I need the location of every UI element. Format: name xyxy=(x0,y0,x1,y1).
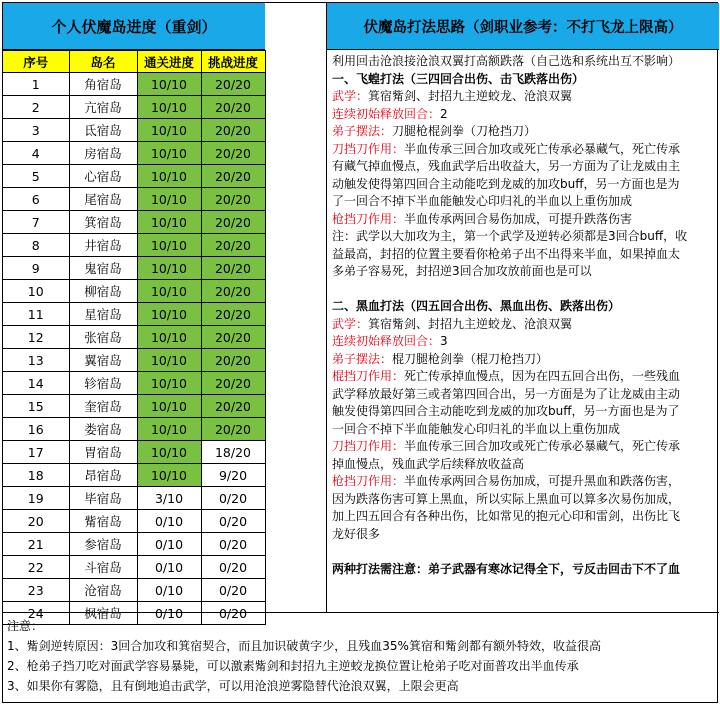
table-row xyxy=(3,441,265,464)
progress-panel xyxy=(3,3,265,625)
row-no: 5 xyxy=(3,165,69,188)
row-no: 10 xyxy=(3,280,69,303)
table-row xyxy=(3,349,265,372)
table-row xyxy=(3,326,265,349)
row-island-name: 轸宿岛 xyxy=(69,372,137,395)
row-no: 8 xyxy=(3,234,69,257)
row-no: 6 xyxy=(3,188,69,211)
s2-gun-line3: 触发使得第四回合主动能吃到龙威的加攻buff，另一方面也是为了 xyxy=(332,404,680,418)
row-challenge-progress: 0/20 xyxy=(201,510,265,533)
row-no: 1 xyxy=(3,73,69,96)
spacer xyxy=(332,543,715,561)
s1-wuxue-label: 武学： xyxy=(332,89,369,103)
row-island-name: 心宿岛 xyxy=(69,165,137,188)
s2-round-value: 3 xyxy=(440,334,448,348)
s1-note-line3: 多弟子容易死，封招逆3回合加攻放前面也是可以 xyxy=(332,264,592,278)
row-island-name: 张宿岛 xyxy=(69,326,137,349)
s2-round-label: 连续初始释放回合： xyxy=(332,334,441,348)
s1-dao-line4: 了一回合不掉下半血能触发心印归礼的半血以上重伤加成 xyxy=(332,194,633,208)
table-row xyxy=(3,73,265,96)
row-no: 23 xyxy=(3,579,69,602)
s2-qiang-line xyxy=(332,473,715,491)
s2-qiang-line3: 加上四五回合有各种出伤，比如常见的抱元心印和雷剑，出伤比飞 xyxy=(332,509,681,523)
row-no: 9 xyxy=(3,257,69,280)
table-row xyxy=(3,96,265,119)
s2-qiang-label: 枪挡刀作用： xyxy=(332,474,405,488)
row-no: 2 xyxy=(3,96,69,119)
row-clear-progress: 10/10 xyxy=(137,464,201,487)
s1-dizi-value: 刀腿枪棍剑拳（刀枪挡刀） xyxy=(392,124,537,138)
row-island-name: 翼宿岛 xyxy=(69,349,137,372)
s2-round-line xyxy=(332,333,715,351)
row-clear-progress: 0/10 xyxy=(137,556,201,579)
s1-dao-line2: 有藏气掉血慢点，残血武学后出收益大，另一方面为了让龙威由主 xyxy=(332,159,681,173)
table-row xyxy=(3,165,265,188)
s2-dao-line xyxy=(332,438,715,456)
table-row xyxy=(3,510,265,533)
s2-qiang-line2: 因为跌落伤害可算上黑血，所以实际上黑血可以算多次易伤加成， xyxy=(332,491,681,506)
row-clear-progress: 0/10 xyxy=(137,510,201,533)
section1-heading: 一、飞蝗打法（三四回合出伤、击飞跌落出伤） xyxy=(332,71,585,86)
s2-wuxue-label: 武学： xyxy=(332,316,369,331)
row-no: 18 xyxy=(3,464,69,487)
table-row xyxy=(3,372,265,395)
table-row xyxy=(3,303,265,326)
notes-title: 注意： xyxy=(7,619,44,633)
row-challenge-progress: 20/20 xyxy=(201,372,265,395)
s1-note-line1: 注：武学以大加攻为主，第一个武学及逆转必须都是3回合buff，收 xyxy=(332,229,688,243)
row-challenge-progress: 20/20 xyxy=(201,165,265,188)
row-island-name: 斗宿岛 xyxy=(69,556,137,579)
s2-dao-text: 半血传承三回合加攻或死亡传承必暴藏气，死亡传承 xyxy=(404,439,681,453)
strategy-panel xyxy=(327,3,719,612)
row-challenge-progress: 18/20 xyxy=(201,441,265,464)
notes-divider xyxy=(3,612,719,613)
table-row xyxy=(3,556,265,579)
row-clear-progress: 0/10 xyxy=(137,579,201,602)
row-challenge-progress: 20/20 xyxy=(201,418,265,441)
table-row xyxy=(3,464,265,487)
row-no: 13 xyxy=(3,349,69,372)
row-challenge-progress: 20/20 xyxy=(201,395,265,418)
row-clear-progress: 3/10 xyxy=(137,487,201,510)
s1-wuxue-value: 箕宿觜剑、封招九主逆蛟龙、沧浪双翼 xyxy=(368,89,573,103)
row-challenge-progress: 20/20 xyxy=(201,257,265,280)
table-header-row xyxy=(3,51,265,73)
header-no: 序号 xyxy=(3,51,69,73)
table-row xyxy=(3,234,265,257)
row-challenge-progress: 9/20 xyxy=(201,464,265,487)
spreadsheet xyxy=(2,2,718,703)
final-note: 两种打法需注意：弟子武器有寒冰记得全下，亏反击回击下不了血 xyxy=(332,561,681,576)
progress-table xyxy=(3,50,266,625)
row-no: 16 xyxy=(3,418,69,441)
row-island-name: 娄宿岛 xyxy=(69,418,137,441)
row-clear-progress: 10/10 xyxy=(137,326,201,349)
row-clear-progress: 10/10 xyxy=(137,257,201,280)
s1-wuxue-line xyxy=(332,88,715,106)
row-island-name: 柳宿岛 xyxy=(69,280,137,303)
row-clear-progress: 10/10 xyxy=(137,165,201,188)
s2-gun-line4: 一回合不掉下半血能触发心印归礼的半血以上重伤加成 xyxy=(332,421,621,436)
table-row xyxy=(3,280,265,303)
table-row xyxy=(3,142,265,165)
row-challenge-progress: 20/20 xyxy=(201,280,265,303)
s1-dizi-line xyxy=(332,123,715,141)
row-island-name: 觜宿岛 xyxy=(69,510,137,533)
row-challenge-progress: 20/20 xyxy=(201,96,265,119)
row-clear-progress: 10/10 xyxy=(137,96,201,119)
progress-table-body xyxy=(3,73,265,625)
row-no: 7 xyxy=(3,211,69,234)
row-challenge-progress: 20/20 xyxy=(201,142,265,165)
note-2: 2、枪弟子挡刀吃对面武学容易暴毙，可以激素觜剑和封招九主逆蛟龙换位置让枪弟子吃对面普攻出半血传承 xyxy=(7,659,579,673)
row-clear-progress: 0/10 xyxy=(137,602,201,625)
row-island-name: 参宿岛 xyxy=(69,533,137,556)
s2-qiang-line4: 龙好很多 xyxy=(332,526,381,541)
row-clear-progress: 10/10 xyxy=(137,441,201,464)
row-island-name: 氐宿岛 xyxy=(69,119,137,142)
row-no: 11 xyxy=(3,303,69,326)
s1-round-line xyxy=(332,106,715,124)
table-row xyxy=(3,418,265,441)
s1-note-line2: 益最高，封招的位置主要看你枪弟子出不出得来半血，如果掉血太 xyxy=(332,246,681,261)
s2-wuxue-value: 箕宿觜剑、封招九主逆蛟龙、沧浪双翼 xyxy=(368,316,573,331)
row-island-name: 奎宿岛 xyxy=(69,395,137,418)
blank-column xyxy=(265,3,327,612)
row-clear-progress: 10/10 xyxy=(137,349,201,372)
row-no: 20 xyxy=(3,510,69,533)
row-island-name: 枫宿岛 xyxy=(69,602,137,625)
row-no: 24 xyxy=(3,602,69,625)
row-island-name: 昂宿岛 xyxy=(69,464,137,487)
note-3: 3、如果你有雾隐，且有倒地追击武学，可以用沧浪逆雾隐替代沧浪双翼，上限会更高 xyxy=(7,679,459,693)
table-row xyxy=(3,533,265,556)
row-challenge-progress: 20/20 xyxy=(201,303,265,326)
row-challenge-progress: 20/20 xyxy=(201,326,265,349)
row-island-name: 箕宿岛 xyxy=(69,211,137,234)
row-no: 17 xyxy=(3,441,69,464)
spacer xyxy=(332,281,715,299)
table-row xyxy=(3,487,265,510)
table-row xyxy=(3,579,265,602)
row-island-name: 井宿岛 xyxy=(69,234,137,257)
row-clear-progress: 10/10 xyxy=(137,211,201,234)
row-challenge-progress: 20/20 xyxy=(201,211,265,234)
row-challenge-progress: 20/20 xyxy=(201,188,265,211)
row-island-name: 角宿岛 xyxy=(69,73,137,96)
table-row xyxy=(3,211,265,234)
row-challenge-progress: 20/20 xyxy=(201,234,265,257)
row-island-name: 胃宿岛 xyxy=(69,441,137,464)
row-clear-progress: 10/10 xyxy=(137,119,201,142)
row-challenge-progress: 20/20 xyxy=(201,73,265,96)
row-clear-progress: 10/10 xyxy=(137,280,201,303)
header-challenge: 挑战进度 xyxy=(201,51,265,73)
s2-wuxue-line xyxy=(332,316,715,334)
s2-gun-line xyxy=(332,368,715,386)
strategy-content xyxy=(327,50,719,578)
row-island-name: 星宿岛 xyxy=(69,303,137,326)
s1-round-label: 连续初始释放回合： xyxy=(332,106,441,121)
row-island-name: 尾宿岛 xyxy=(69,188,137,211)
row-clear-progress: 10/10 xyxy=(137,395,201,418)
intro-line: 利用回击沧浪接沧浪双翼打高额跌落（自己选和系统出互不影响） xyxy=(332,54,681,68)
s2-dizi-line xyxy=(332,351,715,369)
row-clear-progress: 10/10 xyxy=(137,418,201,441)
header-island: 岛名 xyxy=(69,51,137,73)
s2-gun-label: 棍挡刀作用： xyxy=(332,369,405,383)
row-no: 19 xyxy=(3,487,69,510)
table-row xyxy=(3,119,265,142)
row-clear-progress: 10/10 xyxy=(137,73,201,96)
s2-dao-line2: 掉血慢点，残血武学后续释放收益高 xyxy=(332,456,525,471)
row-island-name: 毕宿岛 xyxy=(69,487,137,510)
table-row xyxy=(3,257,265,280)
section2-heading: 二、黑血打法（四五回合出伤、黑血出伤、跌落出伤） xyxy=(332,299,621,313)
s1-dao-label: 刀挡刀作用： xyxy=(332,141,405,156)
strategy-title: 伏魔岛打法思路（剑职业参考：不打飞龙上限高） xyxy=(327,3,719,50)
s2-gun-line2: 武学释放最好第三或者第四回合出，另一方面是为了让龙威由主动 xyxy=(332,386,681,401)
row-no: 4 xyxy=(3,142,69,165)
row-clear-progress: 10/10 xyxy=(137,188,201,211)
row-no: 15 xyxy=(3,395,69,418)
s1-dizi-label: 弟子摆法： xyxy=(332,124,393,138)
row-challenge-progress: 0/20 xyxy=(201,487,265,510)
row-clear-progress: 10/10 xyxy=(137,303,201,326)
s2-qiang-text: 半血传承两回合易伤加成，可提升黑血和跌落伤害， xyxy=(404,474,681,488)
row-clear-progress: 10/10 xyxy=(137,372,201,395)
row-challenge-progress: 0/20 xyxy=(201,579,265,602)
table-row xyxy=(3,188,265,211)
row-challenge-progress: 20/20 xyxy=(201,119,265,142)
row-no: 3 xyxy=(3,119,69,142)
row-no: 14 xyxy=(3,372,69,395)
s1-round-value: 2 xyxy=(440,106,448,121)
s1-dao-line3: 动触发使得第四回合主动能吃到龙威的加攻buff，另一方面也是为 xyxy=(332,176,680,191)
header-clear: 通关进度 xyxy=(137,51,201,73)
row-island-name: 亢宿岛 xyxy=(69,96,137,119)
progress-title: 个人伏魔岛进度（重剑） xyxy=(3,3,265,50)
row-challenge-progress: 0/20 xyxy=(201,533,265,556)
s1-dao-line xyxy=(332,141,715,159)
note-1: 1、觜剑逆转原因：3回合加攻和箕宿契合，而且加识破黄字少，且残血35%箕宿和觜剑都有额外特效，收益很高 xyxy=(7,639,601,653)
s2-dizi-label: 弟子摆法： xyxy=(332,351,393,366)
row-clear-progress: 10/10 xyxy=(137,142,201,165)
s2-gun-text: 死亡传承掉血慢点，因为在四五回合出伤，一些残血 xyxy=(404,369,681,383)
row-island-name: 沧宿岛 xyxy=(69,579,137,602)
row-island-name: 鬼宿岛 xyxy=(69,257,137,280)
row-clear-progress: 0/10 xyxy=(137,533,201,556)
row-challenge-progress: 0/20 xyxy=(201,602,265,625)
row-no: 21 xyxy=(3,533,69,556)
row-clear-progress: 10/10 xyxy=(137,234,201,257)
table-row xyxy=(3,395,265,418)
s1-qiang-value: 半血传承两回合易伤加成，可提升跌落伤害 xyxy=(404,211,633,226)
row-challenge-progress: 0/20 xyxy=(201,556,265,579)
s1-qiang-line xyxy=(332,211,715,229)
s1-dao-text: 半血传承三回合加攻或死亡传承必暴藏气，死亡传承 xyxy=(404,141,681,156)
row-island-name: 房宿岛 xyxy=(69,142,137,165)
s1-qiang-label: 枪挡刀作用： xyxy=(332,211,405,226)
s2-dizi-value: 棍刀腿枪剑拳（棍刀枪挡刀） xyxy=(392,351,549,366)
row-challenge-progress: 20/20 xyxy=(201,349,265,372)
row-no: 22 xyxy=(3,556,69,579)
row-no: 12 xyxy=(3,326,69,349)
notes-section xyxy=(7,616,601,696)
s2-dao-label: 刀挡刀作用： xyxy=(332,439,405,453)
